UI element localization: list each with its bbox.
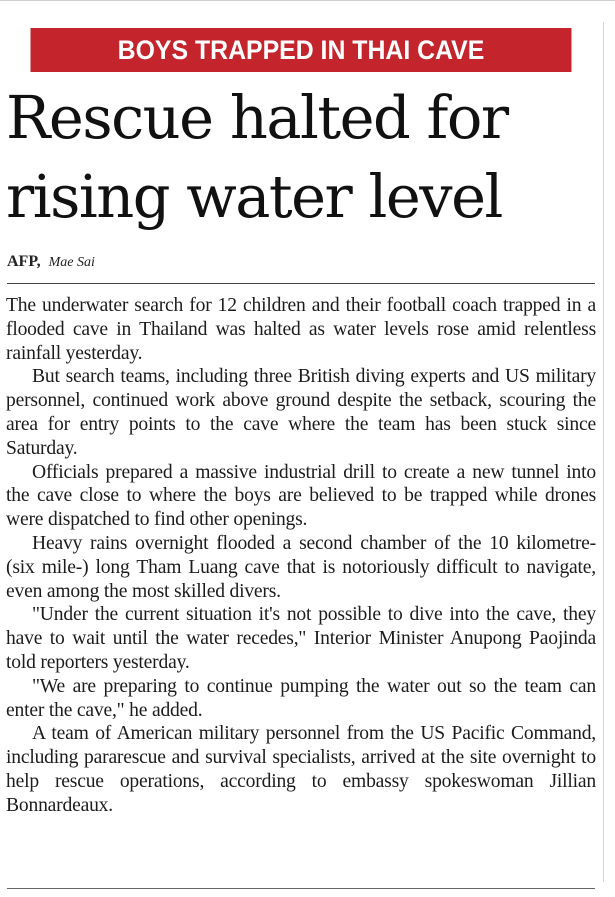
byline bbox=[7, 252, 95, 273]
paragraph-1: The underwater search for 12 children and their football coach trapped in a flooded cave in Thailand was halted as water levels rose amid relentless rainfall yesterday. bbox=[6, 295, 596, 364]
byline-place: Mae Sai bbox=[48, 255, 95, 270]
byline-agency: AFP, bbox=[7, 253, 41, 270]
headline-line-1: Rescue halted for bbox=[6, 83, 508, 152]
section-kicker: BOYS TRAPPED IN THAI CAVE bbox=[31, 28, 572, 72]
headline-line-2: rising water level bbox=[6, 162, 502, 231]
paragraph-6: "We are preparing to continue pumping the water out so the team can enter the cave," he added. bbox=[6, 675, 596, 721]
column-rule bbox=[603, 22, 604, 882]
paragraph-2: But search teams, including three British diving experts and US military personnel, continued work above ground despite the setback, scouring the area for entry points to the cave where the team has been stuck since Saturday. bbox=[6, 366, 596, 459]
bottom-rule bbox=[7, 888, 595, 889]
paragraph-4: Heavy rains overnight flooded a second chamber of the 10 kilometre- (six mile-) long Tham Luang cave that is notoriously difficult to navigate, even among the most skilled divers. bbox=[6, 532, 596, 602]
headline bbox=[6, 78, 601, 236]
paragraph-3: Officials prepared a massive industrial drill to create a new tunnel into the cave close to where the boys are believed to be trapped while drones were dispatched to find other openings. bbox=[6, 461, 596, 531]
article-body bbox=[6, 294, 596, 818]
paragraph-5: "Under the current situation it's not possible to dive into the cave, they have to wait until the water recedes," Interior Minister Anupong Paojinda told reporters yesterday. bbox=[6, 604, 596, 673]
byline-divider bbox=[7, 283, 595, 284]
top-rule bbox=[0, 0, 615, 9]
paragraph-7: A team of American military personnel from the US Pacific Command, including pararescue and survival specialists, arrived at the site overnight to help rescue operations, according to embassy spokeswoman Jillian Bonnardeaux. bbox=[6, 723, 596, 816]
